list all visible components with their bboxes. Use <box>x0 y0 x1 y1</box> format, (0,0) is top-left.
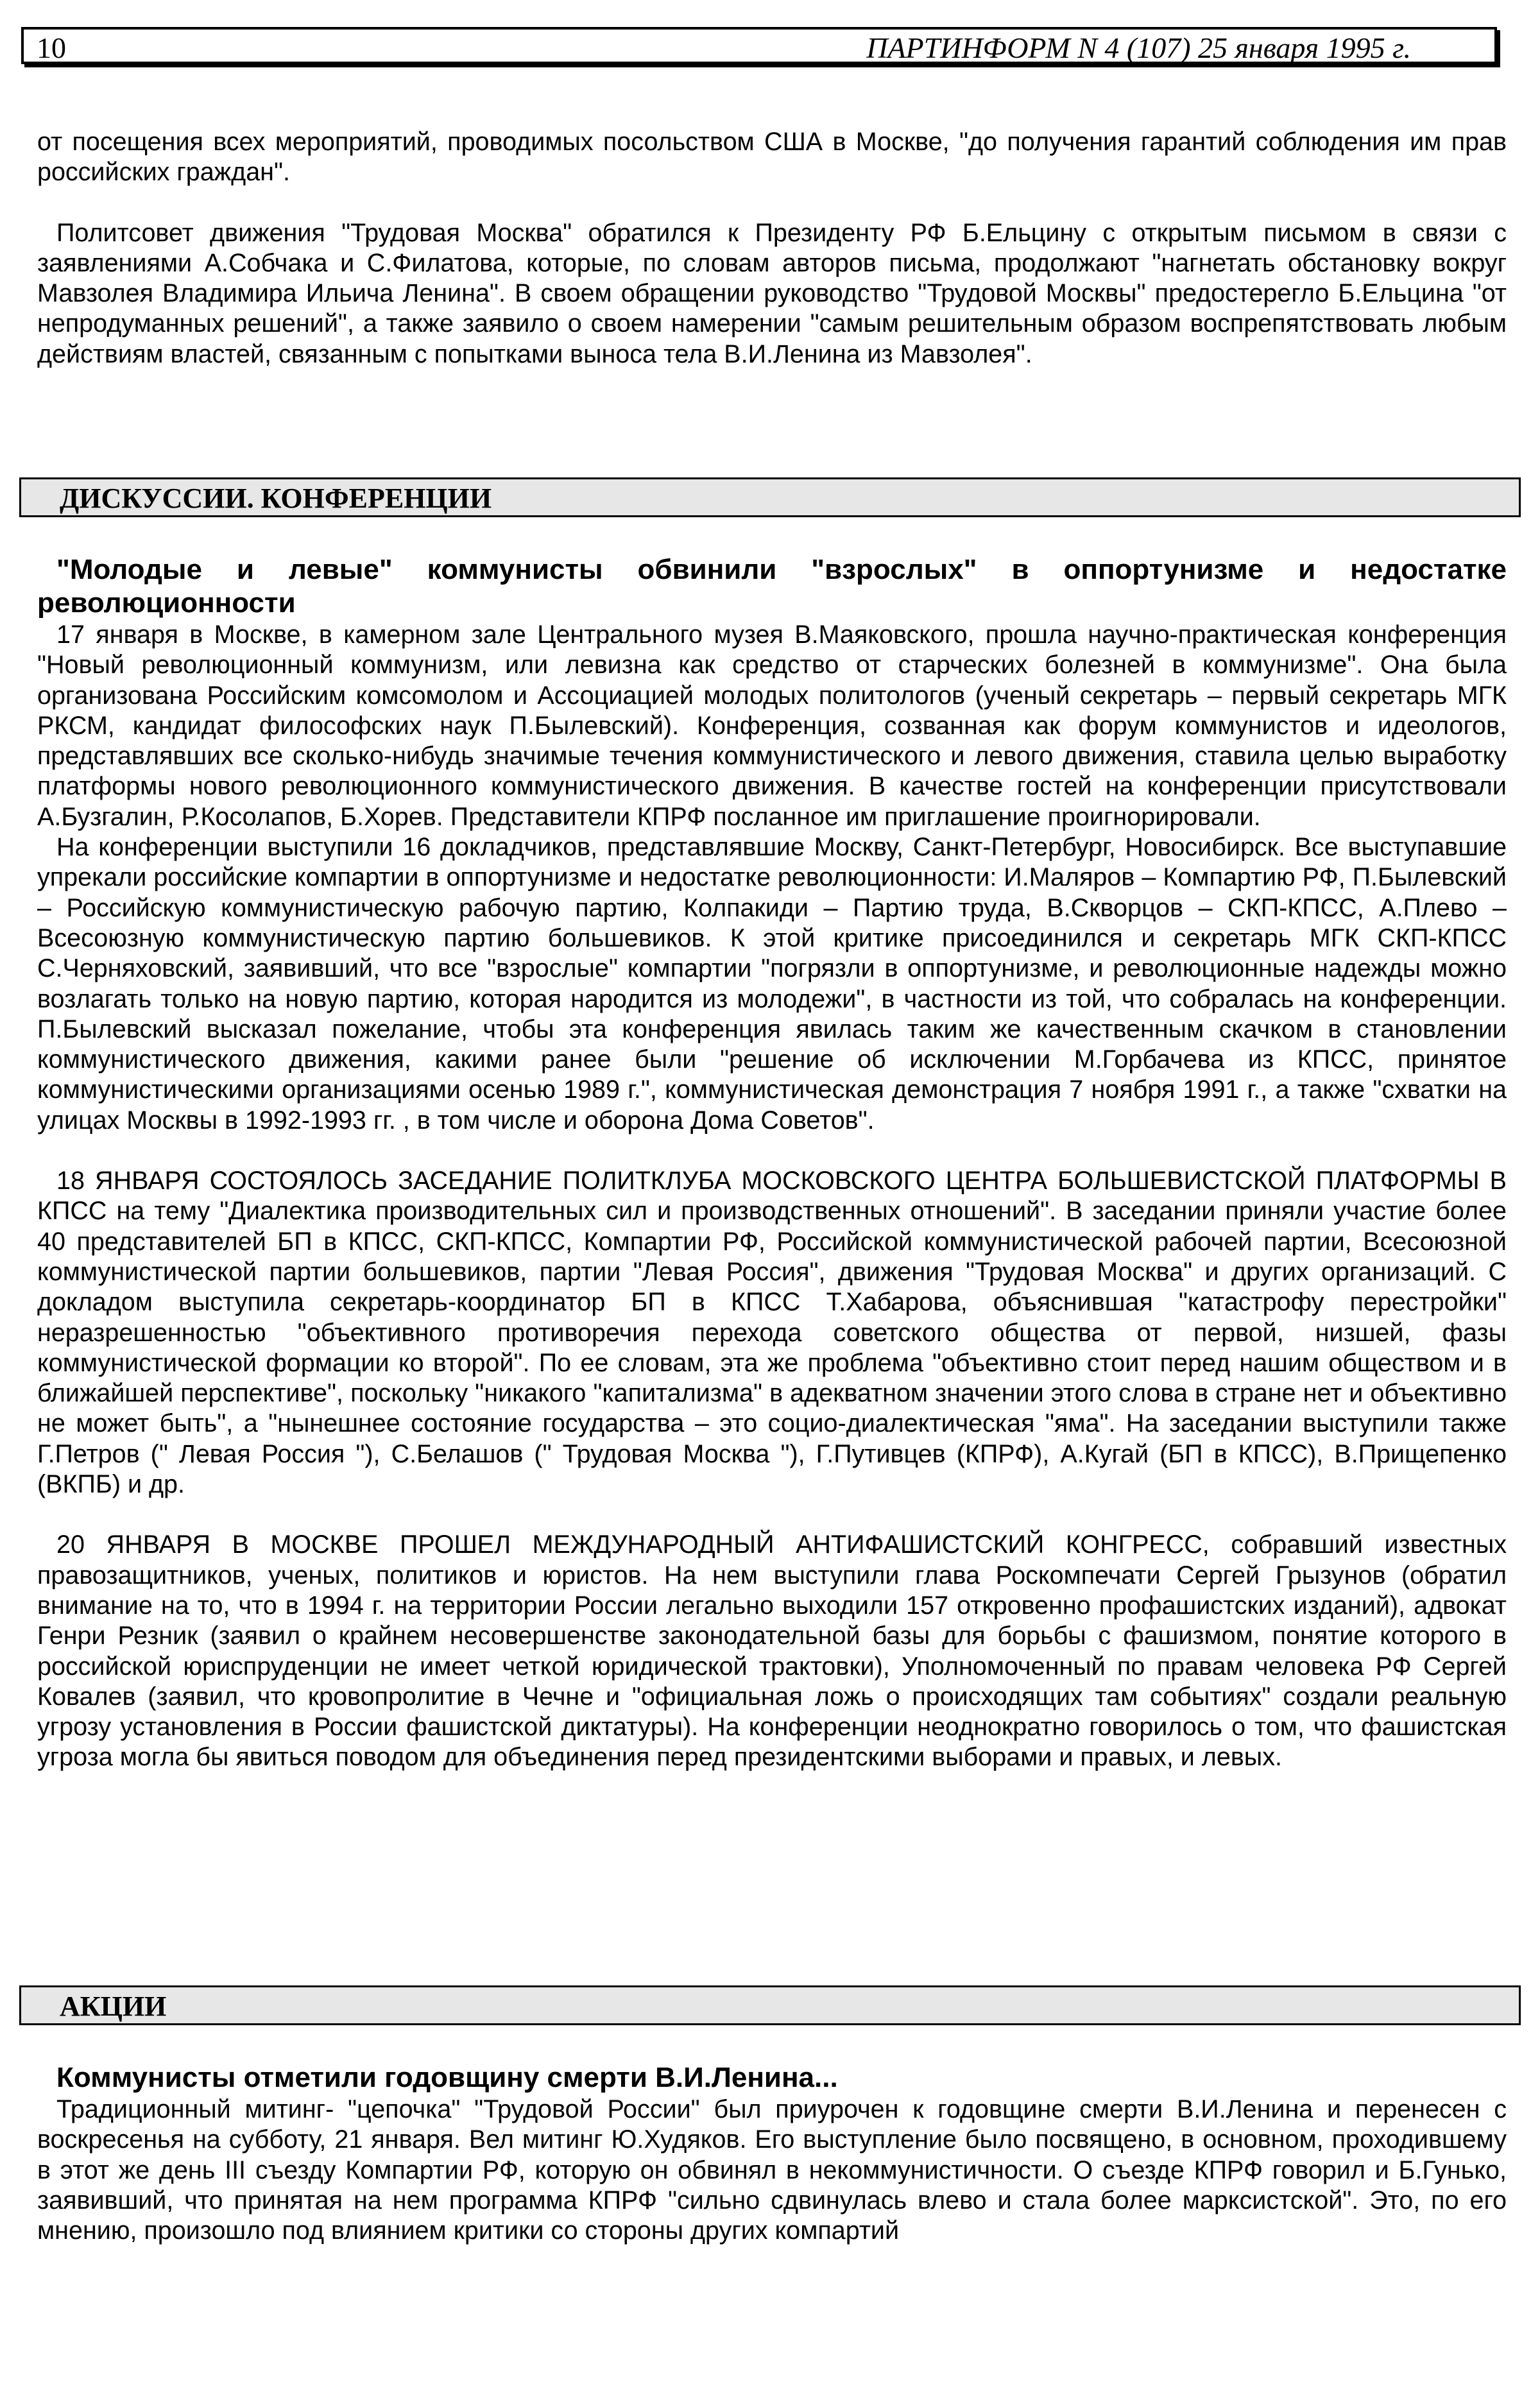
article-headline: "Молодые и левые" коммунисты обвинили "взрослых" в оппортунизме и недостатке революционности <box>37 554 1507 619</box>
page-header <box>21 27 1497 64</box>
section-actions-body <box>37 2061 1507 2246</box>
publication-title: ПАРТИНФОРМ N 4 (107) 25 января 1995 г. <box>866 31 1411 64</box>
section-header-actions <box>19 1985 1521 2025</box>
page-number: 10 <box>37 31 66 64</box>
section-header-discussions <box>19 477 1521 517</box>
section-title: ДИСКУССИИ. КОНФЕРЕНЦИИ <box>60 483 492 514</box>
article-paragraph: Традиционный митинг- "цепочка" "Трудовой России" был приурочен к годовщине смерти В.И.Ленина и перенесен с воскресенья на субботу, 21 января. Вел митинг Ю.Худяков. Его выступление было посвящено, в основном, проходившему в этот же день III съезду Компартии РФ, которую он обвинял в некоммунистичности. О съезде КПРФ говорил и Б.Гунько, заявивший, что принятая на нем программа КПРФ "сильно сдвинулась влево и стала более марксистской". Это, по его мнению, произошло под влиянием критики со стороны других компартий <box>37 2095 1507 2245</box>
article-paragraph-2: На конференции выступили 16 докладчиков, представлявшие Москву, Санкт-Петербург, Новосибирск. Все выступавшие упрекали российские компартии в оппортунизме и недостатке революционности: И.Маляров – Компартию РФ, П.Былевский – Российскую коммунистическую рабочую партию, Колпакиди – Партию труда, В.Скворцов – СКП-КПСС, А.Плево – Всесоюзную коммунистическую партию большевиков. К этой критике присоединился и секретарь МГК СКП-КПСС С.Черняховский, заявивший, что все "взрослые" компартии "погрязли в оппортунизме, и революционные надежды можно возлагать только на новую партию, которая народится из молодежи", в частности из той, что собралась на конференции. П.Былевский высказал пожелание, чтобы эта конференция явилась таким же качественным скачком в становлении коммунистического движения, какими ранее были "решение об исключении М.Горбачева из КПСС, принятое коммунистическими организациями осенью 1989 г.", коммунистическая демонстрация 7 ноября 1991 г., а также "схватки на улицах Москвы в 1992-1993 гг. , в том числе и оборона Дома Советов". <box>37 833 1507 1135</box>
article-paragraph-1: 17 января в Москве, в камерном зале Центрального музея В.Маяковского, прошла научно-практическая конференция "Новый революционный коммунизм, или левизна как средство от старческих болезней в коммунизме". Она была организована Российским комсомолом и Ассоциацией молодых политологов (ученый секретарь – первый секретарь МГК РКСМ, кандидат философских наук П.Былевский). Конференция, созванная как форум коммунистов и идеологов, представлявших все сколько-нибудь значимые течения коммунистического и левого движения, ставила целью выработку платформы нового революционного коммунистического движения. В качестве гостей на конференции присутствовали А.Бузгалин, Р.Косолапов, Б.Хорев. Представители КПРФ посланное им приглашение проигнорировали. <box>37 621 1507 831</box>
intro-paragraph-2: Политсовет движения "Трудовая Москва" обратился к Президенту РФ Б.Ельцину с открытым письмом в связи с заявлениями А.Собчака и С.Филатова, которые, по словам авторов письма, продолжают "нагнетать обстановку вокруг Мавзолея Владимира Ильича Ленина". В своем обращении руководство "Трудовой Москвы" предостерегло Б.Ельцина "от непродуманных решений", а также заявило о своем намерении "самым решительным образом воспрепятствовать любым действиям властей, связанным с попытками выноса тела В.И.Ленина из Мавзолея". <box>37 218 1507 368</box>
news-item-antifascist-congress: 20 ЯНВАРЯ В МОСКВЕ ПРОШЕЛ МЕЖДУНАРОДНЫЙ АНТИФАШИСТСКИЙ КОНГРЕСС, собравший известных правозащитников, ученых, политиков и юристов. На нем выступили глава Роскомпечати Сергей Грызунов (обратил внимание на то, что в 1994 г. на территории России легально выходили 157 откровенно профашистских изданий), адвокат Генри Резник (заявил о крайнем несовершенстве законодательной базы для борьбы с фашизмом, понятие которого в российской юриспруденции не имеет четкой юридической трактовки), Уполномоченный по правам человека РФ Сергей Ковалев (заявил, что кровопролитие в Чечне и "официальная ложь о происходящих там событиях" создали реальную угрозу установления в России фашистской диктатуры). На конференции неоднократно говорилось о том, что фашистская угроза могла бы явиться поводом для объединения перед президентскими выборами и правых, и левых. <box>37 1530 1507 1772</box>
intro-paragraph-1: от посещения всех мероприятий, проводимых посольством США в Москве, "до получения гарантий соблюдения им прав российских граждан". <box>37 128 1507 187</box>
section-title: АКЦИИ <box>60 1991 167 2022</box>
news-item-politclub: 18 ЯНВАРЯ СОСТОЯЛОСЬ ЗАСЕДАНИЕ ПОЛИТКЛУБА МОСКОВСКОГО ЦЕНТРА БОЛЬШЕВИСТСКОЙ ПЛАТФОРМЫ В КПСС на тему "Диалектика производительных сил и производственных отношений". В заседании приняли участие более 40 представителей БП в КПСС, СКП-КПСС, Компартии РФ, Российской коммунистической рабочей партии, Всесоюзной коммунистической партии большевиков, партии "Левая Россия", движения "Трудовая Москва" и других организаций. С докладом выступила секретарь-координатор БП в КПСС Т.Хабарова, объяснившая "катастрофу перестройки" неразрешенностью "объективного противоречия перехода советского общества от первой, низшей, фазы коммунистической формации ко второй". По ее словам, эта же проблема "объективно стоит перед нашим обществом и в ближайшей перспективе", поскольку "никакого "капитализма" в адекватном значении этого слова в стране нет и объективно не может быть", а "нынешнее состояние государства – это социо-диалектическая "яма". На заседании выступили также Г.Петров (" Левая Россия "), С.Белашов (" Трудовая Москва "), Г.Путивцев (КПРФ), А.Кугай (БП в КПСС), В.Прищепенко (ВКПБ) и др. <box>37 1167 1507 1499</box>
intro-text <box>37 127 1507 370</box>
article-headline: Коммунисты отметили годовщину смерти В.И.Ленина... <box>56 2062 838 2093</box>
section-discussions-body <box>37 553 1507 1773</box>
